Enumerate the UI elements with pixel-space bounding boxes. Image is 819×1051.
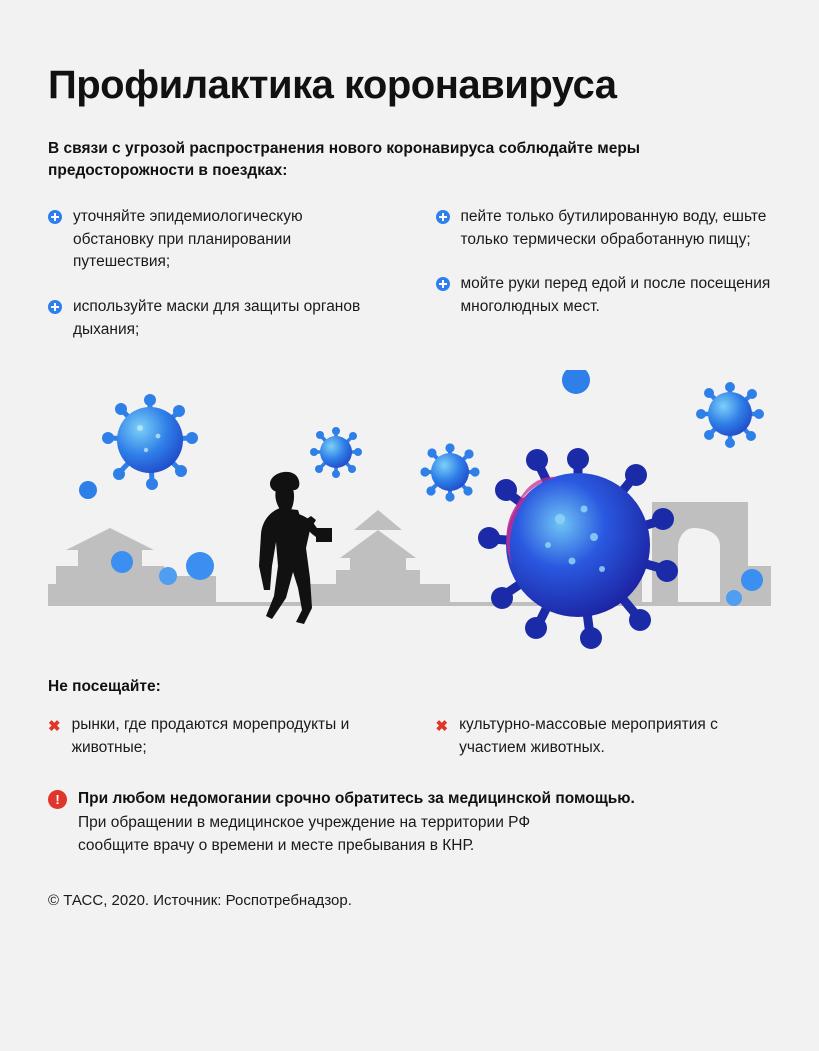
- avoid-item: [436, 714, 772, 760]
- tip-text: мойте руки перед едой и после посещения многолюдных мест.: [460, 275, 771, 316]
- tips-column-left: [48, 206, 384, 365]
- avoid-text: рынки, где продаются морепродукты и животные;: [71, 716, 350, 757]
- cross-icon: ✖: [435, 718, 449, 736]
- plus-icon: [48, 300, 62, 314]
- avoid-heading: Не посещайте:: [48, 678, 161, 696]
- plus-icon: [48, 210, 62, 224]
- warning-line-1: При обращении в медицинское учреждение на территории РФ: [78, 813, 531, 831]
- virus-center-top: [310, 427, 362, 478]
- tip-text: используйте маски для защиты органов дыхания;: [73, 298, 361, 339]
- virus-mid: [420, 444, 479, 502]
- virus-upper-left: [102, 394, 198, 490]
- ground-line: [48, 602, 771, 606]
- lead-paragraph: В связи с угрозой распространения нового коронавируса соблюдайте меры предосторожности в поездках:: [48, 139, 641, 179]
- cross-icon: ✖: [48, 718, 61, 736]
- tip-text: уточняйте эпидемиологическую обстановку при планировании путешествия;: [73, 207, 303, 271]
- tip-item: [48, 296, 384, 342]
- tips-columns: [48, 206, 771, 365]
- illustration-svg: [48, 370, 771, 670]
- virus-upper-right: [696, 382, 764, 448]
- warning-headline: При любом недомогании срочно обратитесь за медицинской помощью.: [78, 790, 635, 808]
- virus-large: [478, 448, 678, 649]
- warning-block: [48, 788, 771, 857]
- tip-item: [436, 273, 772, 319]
- tip-text: пейте только бутилированную воду, ешьте только термически обработанную пищу;: [460, 207, 767, 248]
- tip-item: [436, 206, 772, 252]
- page-title: Профилактика коронавируса: [48, 62, 617, 107]
- plus-icon: [436, 210, 450, 224]
- skyline-center-temple: [310, 510, 450, 602]
- infographic-page: [0, 27, 819, 1051]
- credit-line: © ТАСС, 2020. Источник: Роспотребнадзор.: [48, 891, 352, 909]
- tips-column-right: [436, 206, 772, 365]
- warning-text: [78, 788, 635, 857]
- avoid-text: культурно-массовые мероприятия с участием животных.: [459, 716, 718, 757]
- avoid-item: [48, 714, 384, 760]
- avoid-columns: [48, 714, 771, 760]
- warning-line-2: сообщите врачу о времени и месте пребывания в КНР.: [78, 837, 475, 855]
- illustration: [48, 370, 771, 670]
- tip-item: [48, 206, 384, 275]
- plus-icon: [436, 277, 450, 291]
- exclamation-icon: !: [48, 790, 67, 809]
